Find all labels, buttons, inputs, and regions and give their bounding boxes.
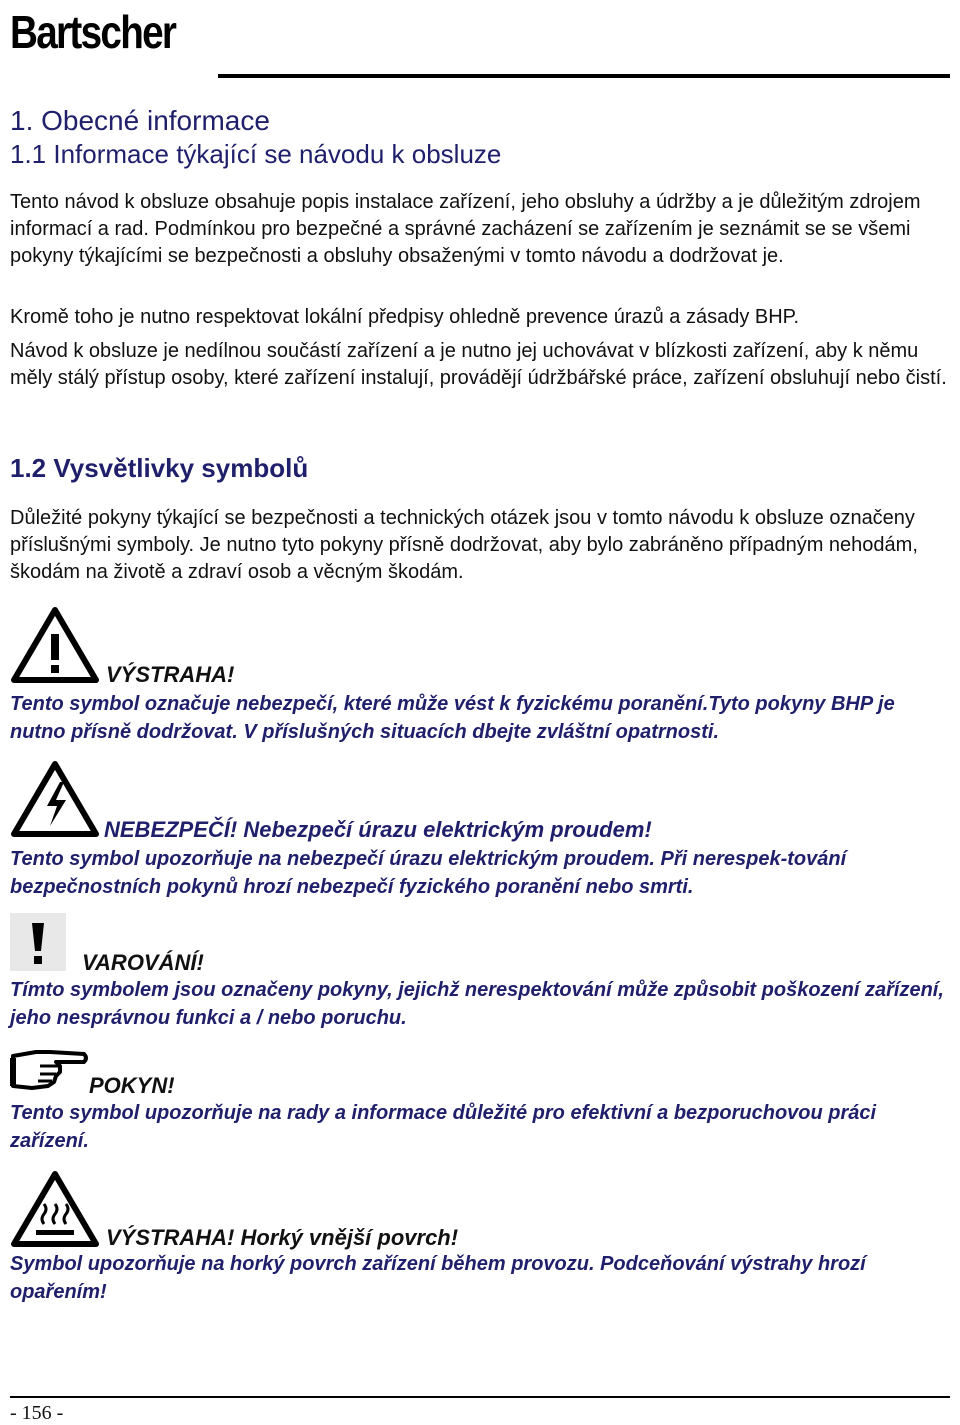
warning-triangle-icon xyxy=(10,606,100,684)
caution-text: Tímto symbolem jsou označeny pokyny, jejichž nerespektování může způsobit poškození zařízení, jeho nesprávnou funkci a / nebo poruchu. xyxy=(10,979,944,1029)
warning-title: VÝSTRAHA! xyxy=(106,662,235,687)
electric-shock-icon xyxy=(10,760,100,838)
danger-text: Tento symbol upozorňuje na nebezpečí úrazu elektrickým proudem. Při nerespek-tování bezpečnostních pokynů hrozí nebezpečí fyzického poranění nebo smrti. xyxy=(10,848,847,898)
paragraph-2: Kromě toho je nutno respektovat lokální předpisy ohledně prevence úrazů a zásady BHP. xyxy=(10,306,800,328)
brand-logo: Bartscher xyxy=(10,6,176,58)
header-rule xyxy=(218,74,950,78)
section-subtitle: 1.1 Informace týkající se návodu k obsluze xyxy=(10,139,502,169)
paragraph-3: Návod k obsluze je nedílnou součástí zařízení a je nutno jej uchovávat v blízkosti zařízení, aby k němu měly stálý přístup osoby, které zařízení instalují, provádějí údržbářské práce, zařízení obsluhují nebo čistí. xyxy=(10,340,947,389)
danger-title: NEBEZPEČÍ! Nebezpečí úrazu elektrickým proudem! xyxy=(104,817,652,842)
exclamation-icon xyxy=(10,913,66,971)
footer-rule xyxy=(10,1396,950,1398)
note-text: Tento symbol upozorňuje na rady a informace důležité pro efektivní a bezporuchovou práci zařízení. xyxy=(10,1102,877,1152)
warning-text: Tento symbol označuje nebezpečí, které může vést k fyzickému poranění.Tyto pokyny BHP je nutno přísně dodržovat. V příslušných situacích dbejte zvláštní opatrnosti. xyxy=(10,693,895,743)
caution-title: VAROVÁNÍ! xyxy=(82,950,204,975)
page-number: - 156 - xyxy=(10,1402,64,1424)
section-title-symbols: 1.2 Vysvětlivky symbolů xyxy=(10,453,309,483)
paragraph-1: Tento návod k obsluze obsahuje popis instalace zařízení, jeho obsluhy a údržby a je důležitým zdrojem informací a rad. Podmínkou pro bezpečné a správné zacházení se zařízením je seznámit se se všemi pokyny týkajícími se bezpečnosti a obsluhy obsaženými v tomto návodu a dodržovat je. xyxy=(10,191,921,267)
section-title: 1. Obecné informace xyxy=(10,105,270,136)
note-title: POKYN! xyxy=(89,1073,175,1098)
hot-surface-title: VÝSTRAHA! Horký vnější povrch! xyxy=(106,1225,459,1250)
symbols-intro: Důležité pokyny týkající se bezpečnosti a technických otázek jsou v tomto návodu k obsluze označeny příslušnými symboly. Je nutno tyto pokyny přísně dodržovat, aby bylo zabráněno případným nehodám, škodám na životě a zdraví osob a věcným škodám. xyxy=(10,507,918,583)
hot-surface-text: Symbol upozorňuje na horký povrch zařízení během provozu. Podceňování výstrahy hrozí opařením! xyxy=(10,1253,866,1303)
pointing-hand-icon xyxy=(10,1046,88,1092)
hot-surface-icon xyxy=(10,1170,100,1248)
